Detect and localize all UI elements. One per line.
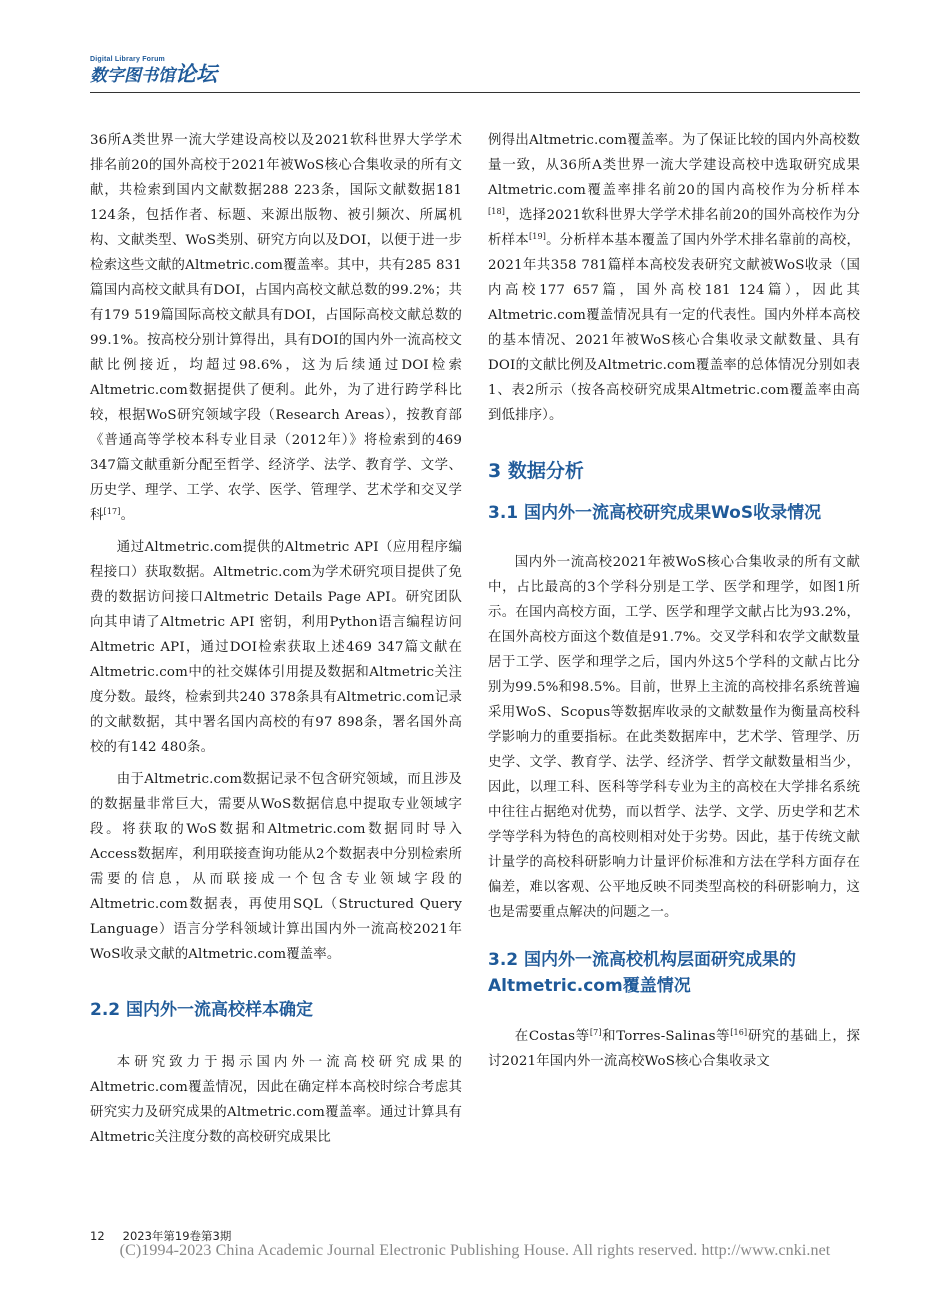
logo-english-text: Digital Library Forum (90, 56, 165, 63)
copyright-watermark: (C)1994-2023 China Academic Journal Electronic Publishing House. All rights reserved. http://www.cnki.net (119, 1242, 831, 1259)
section-heading-3: 3 数据分析 (488, 460, 584, 482)
paragraph-sample-description: 例得出Altmetric.com覆盖率。为了保证比较的国内外高校数量一致，从36所A类世界一流大学建设高校中选取研究成果Altmetric.com覆盖率排名前20的国内高校作为分析样本[18]，选择2021软科世界大学学术排名前20的国外高校作为分析样本[19]。分析样本基本覆盖了国内外学术排名靠前的高校，2021年共358 781篇样本高校发表研究文献被WoS收录（国内高校177 657篇，国外高校181 124篇），因此其Altmetric.com覆盖情况具有一定的代表性。国内外样本高校的基本情况、2021年被WoS核心合集收录文献数量、具有DOI的文献比例及Altmetric.com覆盖率的总体情况分别如表1、表2所示（按各高校研究成果Altmetric.com覆盖率由高到低排序）。 (488, 133, 861, 423)
reference-marker: [19] (528, 232, 546, 241)
paragraph-sample-selection: 本研究致力于揭示国内外一流高校研究成果的Altmetric.com覆盖情况，因此在确定样本高校时综合考虑其研究实力及研究成果的Altmetric.com覆盖率。通过计算具有Altmetric关注度分数的高校研究成果比 (90, 1055, 462, 1145)
header-divider (90, 92, 860, 93)
logo-chinese-text: 数字图书馆论坛 (90, 62, 217, 86)
paragraph-data-collection: 36所A类世界一流大学建设高校以及2021软科世界大学学术排名前20的国外高校于2021年被WoS核心合集收录的所有文献，共检索到国内文献数据288 223条，国际文献数据181 124条，包括作者、标题、来源出版物、被引频次、所属机构、文献类型、WoS类别、研究方向以及DOI，以便于进一步检索这些文献的Altmetric.com覆盖率。其中，共有285 831篇国内高校文献具有DOI，占国内高校文献总数的99.2%；共有179 519篇国际高校文献具有DOI，占国际高校文献总数的99.1%。按高校分别计算得出，具有DOI的国内外一流高校文献比例接近，均超过98.6%，这为后续通过DOI检索Altmetric.com数据提供了便利。此外，为了进行跨学科比较，根据WoS研究领域字段（Research Areas），按教育部《普通高等学校本科专业目录（2012年）》将检索到的469 347篇文献重新分配至哲学、经济学、法学、教育学、文学、历史学、理学、工学、农学、医学、管理学、艺术学和交叉学科[17]。 (90, 133, 462, 523)
reference-marker: [17] (103, 507, 121, 516)
paragraph-access-database: 由于Altmetric.com数据记录不包含研究领域，而且涉及的数据量非常巨大，需要从WoS数据信息中提取专业领域字段。将获取的WoS数据和Altmetric.com数据同时导入Access数据库，利用联接查询功能从2个数据表中分别检索所需要的信息，从而联接成一个包含专业领域字段的Altmetric.com数据表，再使用SQL（Structured Query Language）语言分学科领域计算出国内外一流高校2021年WoS收录文献的Altmetric.com覆盖率。 (90, 772, 462, 962)
reference-marker: [16] (730, 1028, 748, 1037)
journal-issue: 2023年第19卷第3期 (122, 1229, 232, 1243)
right-column (488, 128, 860, 1074)
left-column (90, 128, 462, 1150)
section-heading-2-2: 2.2 国内外一流高校样本确定 (90, 1000, 314, 1020)
reference-marker: [18] (488, 207, 506, 216)
page-number: 12 (90, 1229, 105, 1243)
journal-logo (90, 56, 217, 86)
paragraph-wos-coverage: 国内外一流高校2021年被WoS核心合集收录的所有文献中，占比最高的3个学科分别是工学、医学和理学，如图1所示。在国内高校方面，工学、医学和理学文献占比为93.2%，在国外高校方面这个数值是91.7%。交叉学科和农学文献数量居于工学、医学和理学之后，国内外这5个学科的文献占比分别为99.5%和98.5%。目前，世界上主流的高校排名系统普遍采用WoS、Scopus等数据库收录的文献数量作为衡量高校科学影响力的重要指标。在此类数据库中，艺术学、管理学、历史学、文学、教育学、法学、经济学、哲学文献数量相当少，因此，以理工科、医科等学科专业为主的高校在大学排名系统中往往占据绝对优势，而以哲学、法学、文学、历史学和艺术学等学科为特色的高校则相对处于劣势。因此，基于传统文献计量学的高校科研影响力计量评价标准和方法在学科方面存在偏差，难以客观、公平地反映不同类型高校的科研影响力，这也是需要重点解决的问题之一。 (488, 555, 860, 920)
paragraph-altmetric-api: 通过Altmetric.com提供的Altmetric API（应用程序编程接口）获取数据。Altmetric.com为学术研究项目提供了免费的数据访问接口Altmetric Details Page API。研究团队向其申请了Altmetric API 密钥，利用Python语言编程访问Altmetric API，通过DOI检索获取上述469 347篇文献在Altmetric.com中的社交媒体引用提及数据和Altmetric关注度分数。最终，检索到共240 378条具有Altmetric.com记录的文献数据，其中署名国内高校的有97 898条，署名国外高校的有142 480条。 (90, 540, 462, 755)
section-heading-3-2: 3.2 国内外一流高校机构层面研究成果的Altmetric.com覆盖情况 (488, 950, 797, 996)
reference-marker: [7] (589, 1028, 602, 1037)
paragraph-institution-level: 在Costas等[7]和Torres-Salinas等[16]研究的基础上，探讨2021年国内外一流高校WoS核心合集收录文 (488, 1028, 860, 1069)
section-heading-3-1: 3.1 国内外一流高校研究成果WoS收录情况 (488, 503, 822, 523)
